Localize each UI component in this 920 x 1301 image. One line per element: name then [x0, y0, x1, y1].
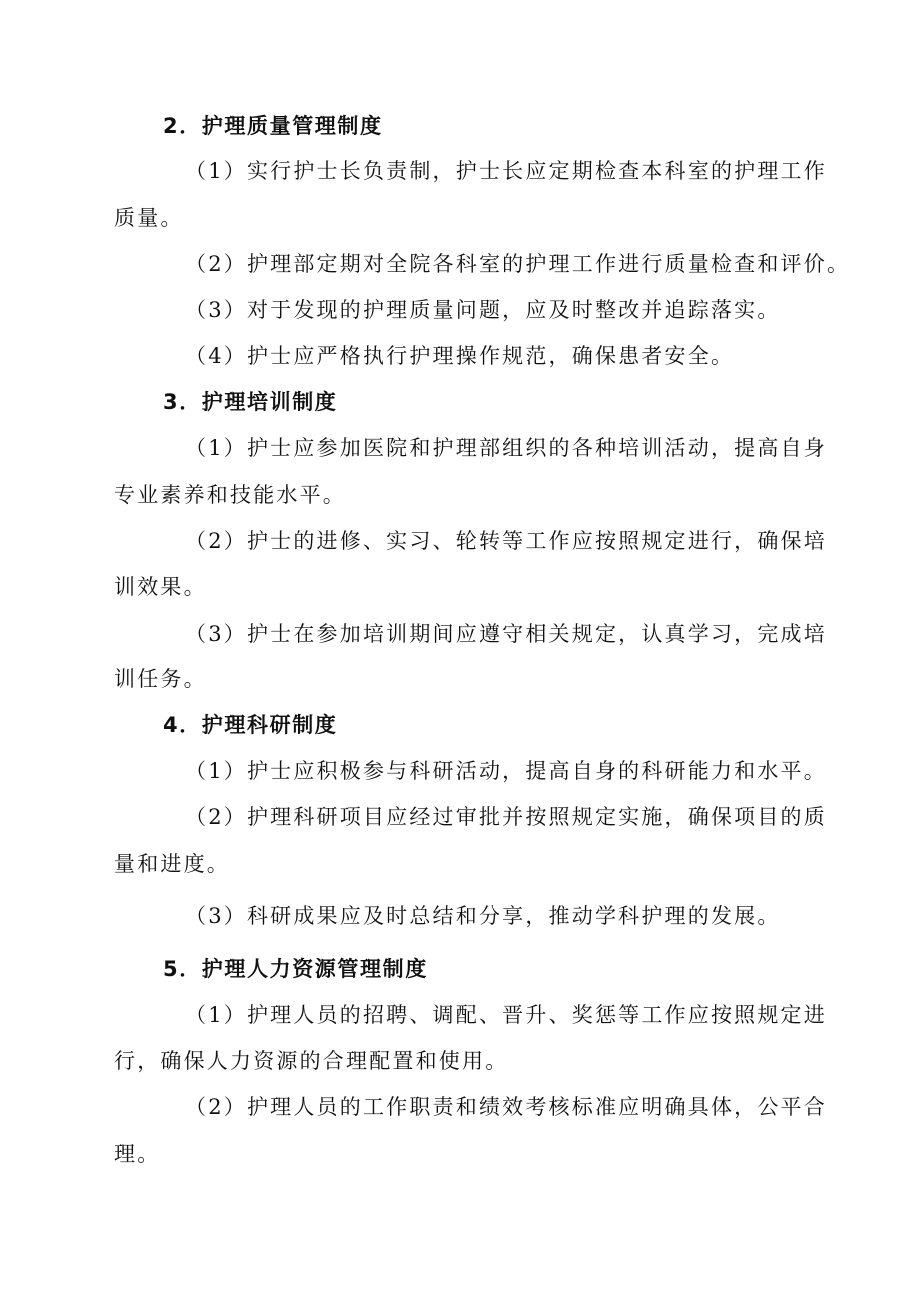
paragraph-line: （4）护士应严格执行护理操作规范，确保患者安全。: [185, 344, 735, 368]
paragraph-line: （3）科研成果应及时总结和分享，推动学科护理的发展。: [185, 904, 781, 928]
paragraph-line: 训任务。: [114, 667, 207, 691]
paragraph-line: （3）对于发现的护理质量问题，应及时整改并追踪落实。: [185, 298, 781, 322]
paragraph-line: （1）护士应积极参与科研活动，提高自身的科研能力和水平。: [185, 759, 827, 783]
section-heading-quality: 2．护理质量管理制度: [163, 114, 383, 138]
section-heading-training: 3．护理培训制度: [163, 390, 338, 414]
paragraph-line: （1）护士应参加医院和护理部组织的各种培训活动，提高自身: [185, 436, 827, 460]
paragraph-line: （2）护士的进修、实习、轮转等工作应按照规定进行，确保培: [185, 529, 827, 553]
section-heading-research: 4．护理科研制度: [163, 713, 338, 737]
paragraph-line: 行，确保人力资源的合理配置和使用。: [114, 1049, 509, 1073]
paragraph-line: 量和进度。: [114, 852, 230, 876]
paragraph-line: 理。: [114, 1142, 161, 1166]
paragraph-line: 训效果。: [114, 575, 207, 599]
section-heading-hr: 5．护理人力资源管理制度: [163, 957, 428, 981]
paragraph-line: （2）护理部定期对全院各科室的护理工作进行质量检查和评价。: [185, 252, 851, 276]
paragraph-line: （2）护理人员的工作职责和绩效考核标准应明确具体，公平合: [185, 1095, 827, 1119]
paragraph-line: （1）实行护士长负责制，护士长应定期检查本科室的护理工作: [185, 159, 827, 183]
paragraph-line: （2）护理科研项目应经过审批并按照规定实施，确保项目的质: [185, 805, 827, 829]
paragraph-line: 质量。: [114, 206, 184, 230]
paragraph-line: （3）护士在参加培训期间应遵守相关规定，认真学习，完成培: [185, 622, 827, 646]
paragraph-line: （1）护理人员的招聘、调配、晋升、奖惩等工作应按照规定进: [185, 1003, 827, 1027]
paragraph-line: 专业素养和技能水平。: [114, 483, 346, 507]
